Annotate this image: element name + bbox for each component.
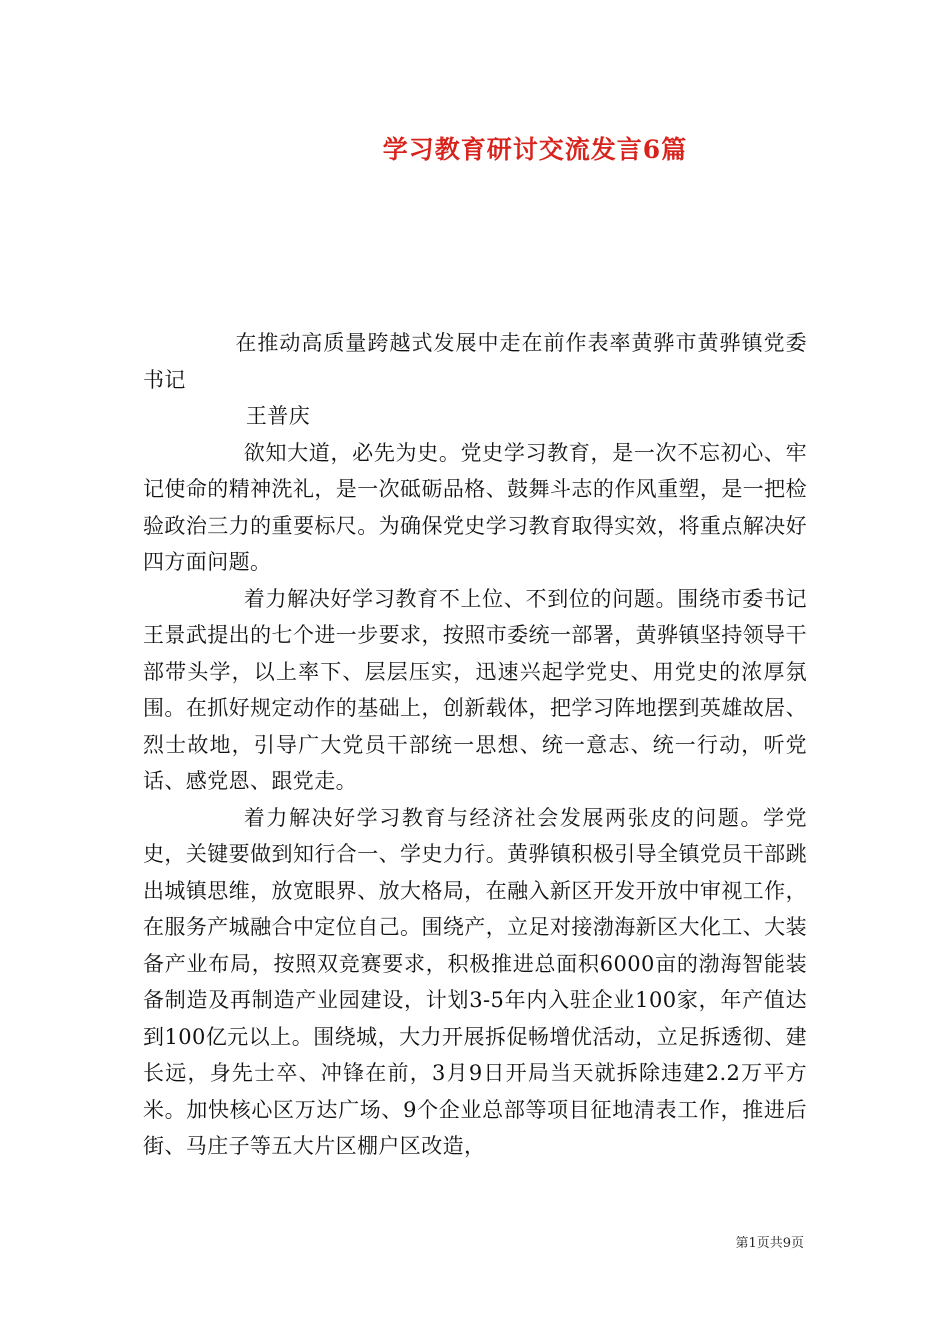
body-paragraph: 着力解决好学习教育与经济社会发展两张皮的问题。学党史，关键要做到知行合一、学史力行。黄骅镇积极引导全镇党员干部跳出城镇思维，放宽眼界、放大格局，在融入新区开发开放中审视工作，在服务产城融合中定位自己。围绕产，立足对接渤海新区大化工、大装备产业布局，按照双竞赛要求，积极推进总面积6000亩的渤海智能装备制造及再制造产业园建设，计划3-5年内入驻企业100家，年产值达到100亿元以上。围绕城，大力开展拆促畅增优活动，立足拆透彻、建长远，身先士卒、冲锋在前，3月9日开局当天就拆除违建2.2万平方米。加快核心区万达广场、9个企业总部等项目征地清表工作，推进后街、马庄子等五大片区棚户区改造，: [143, 805, 807, 1158]
body-paragraph: 着力解决好学习教育不上位、不到位的问题。围绕市委书记王景武提出的七个进一步要求，按照市委统一部署，黄骅镇坚持领导干部带头学，以上率下、层层压实，迅速兴起学党史、用党史的浓厚氛围。在抓好规定动作的基础上，创新载体，把学习阵地摆到英雄故居、烈士故地，引导广大党员干部统一思想、统一意志、统一行动，听党话、感党恩、跟党走。: [143, 586, 807, 793]
page-number: 第1页共9页: [735, 1236, 804, 1251]
author-name: 王普庆: [245, 404, 311, 428]
document-title: 学习教育研讨交流发言6篇: [382, 135, 688, 164]
document-body: [143, 325, 807, 1165]
subtitle-paragraph: 在推动高质量跨越式发展中走在前作表率黄骅市黄骅镇党委书记: [143, 331, 807, 392]
body-paragraph: 欲知大道，必先为史。党史学习教育，是一次不忘初心、牢记使命的精神洗礼，是一次砥砺品格、鼓舞斗志的作风重塑，是一把检验政治三力的重要标尺。为确保党史学习教育取得实效，将重点解决好四方面问题。: [143, 440, 807, 574]
